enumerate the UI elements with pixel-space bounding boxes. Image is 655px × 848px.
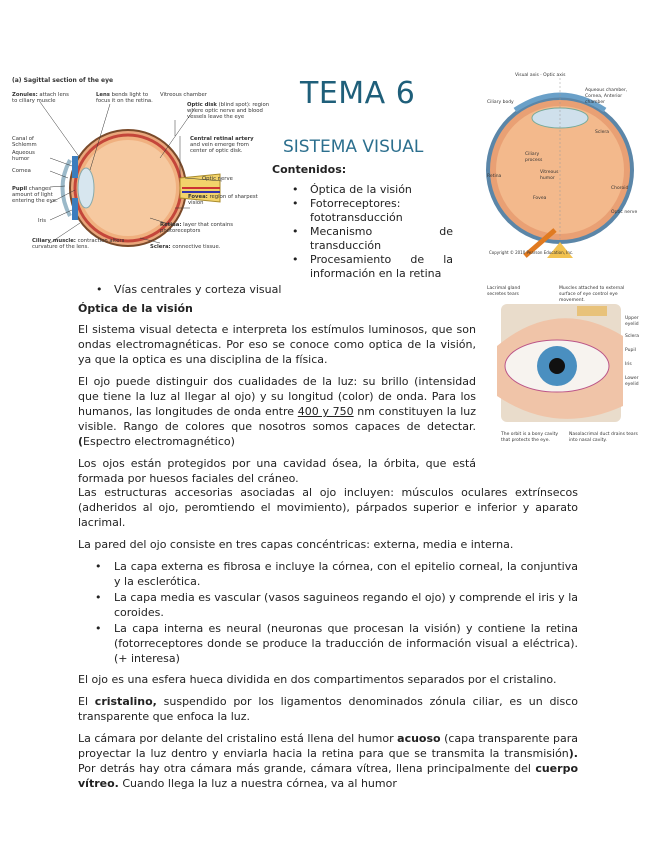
- section-heading: Óptica de la visión: [78, 302, 193, 315]
- list-item: • La capa interna es neural (neuronas que procesan la visión) y contiene la retina (fotorreceptores donde se produce la traducción de información visual a eléctrica). (+ interesa): [76, 621, 578, 666]
- paragraph: El ojo puede distinguir dos cualidades de la luz: su brillo (intensidad que tiene la luz al llegar al ojo) y su longitud (color) de onda. Para los humanos, las longitudes de onda entre 400 y 750 nm constituyen la luz visible. Rango de colores que nosotros somos capaces de detectar. (Espectro electromagnético): [78, 375, 476, 448]
- paragraph: Las estructuras accesorias asociadas al ojo incluyen: músculos oculares extrínsecos (adheridos al ojo, peromtiendo el movimiento), párpados superior e inferior y aparato lacrimal.: [78, 486, 578, 529]
- toc-item: • Vías centrales y corteza visual: [92, 283, 312, 297]
- external-eye-figure: Lacrimal gland secretes tears Muscles attached to external surface of eye control eye movement. Upper eyelid Sclera Pupil Iris Lower eyelid The orbit is a bony cavity that protects the eye. Nasolacrimal duct drains tears into nasal cavity.: [487, 286, 642, 451]
- external-eye-diagram: [487, 286, 642, 451]
- body-section-top: [78, 301, 476, 493]
- body-section-bottom: [78, 485, 578, 798]
- toc-list: [288, 183, 453, 281]
- contents-label: Contenidos:: [272, 163, 347, 176]
- toc-item: • Procesamiento de la información en la retina: [288, 253, 453, 281]
- page-title: TEMA 6: [300, 76, 416, 111]
- paragraph: La pared del ojo consiste en tres capas concéntricas: externa, media e interna.: [78, 538, 514, 551]
- paragraph: Los ojos están protegidos por una cavidad ósea, la órbita, que está formada por huesos faciales del cráneo.: [78, 457, 476, 485]
- toc-item: • Fotorreceptores: fototransducción: [288, 197, 453, 225]
- paragraph: El sistema visual detecta e interpreta los estímulos luminosos, que son ondas electromagnéticas. Por eso se conoce como optica de la visión, ya que la optica es una disciplina de la física.: [78, 323, 476, 366]
- toc-item: • Mecanismo de transducción: [288, 225, 453, 253]
- sagittal-eye-figure: (a) Sagittal section of the eye Zonules: attach lens to ciliary muscle Lens bends light to focus it on the retina. Vitreous chamber Optic disk (blind spot): region where optic nerve and blood vessels leave the eye Canal of Schlemm Aqueous humor Cornea Central retinal artery and vein emerge from center of optic disk. Optic nerve Pupil changes amount of light entering the eye. Iris Fovea: region of sharpest vision Retina: layer that contains photoreceptors Ciliary muscle: contraction alters curvature of the lens. Sclera: connective tissue.: [10, 78, 272, 256]
- toc-item: • Óptica de la visión: [288, 183, 453, 197]
- list-item: • La capa media es vascular (vasos saguineos regando el ojo) y comprende el iris y la coroides.: [76, 590, 578, 620]
- toc-list-continued: [92, 283, 312, 297]
- paragraph: El ojo es una esfera hueca dividida en dos compartimentos separados por el cristalino.: [78, 673, 557, 686]
- paragraph: La cámara por delante del cristalino está llena del humor acuoso (capa transparente para proyectar la luz dentro y enviarla hacia la retina para que se transmita la transmisión). Por detrás hay otra cámara más grande, cámara vítrea, llena principalmente del cuerpo vítreo. Cuando llega la luz a nuestra córnea, va al humor: [78, 732, 578, 790]
- paragraph: El cristalino, suspendido por los ligamentos denominados zónula ciliar, es un disco transparente que enfoca la luz.: [78, 695, 578, 723]
- eye-cross-section-figure: Visual axis · Optic axis Ciliary body Aqueous chamber, Cornea, Anterior chamber Sclera Ciliary process Vitreous humor Retina Choroid Fovea Optic nerve Copyright © 2010 Pearson Education, Inc.: [485, 70, 640, 258]
- list-item: • La capa externa es fibrosa e incluye la córnea, con el epitelio corneal, la conjuntiva y la esclerótica.: [76, 559, 578, 589]
- layers-list: [76, 559, 578, 666]
- page-subtitle: SISTEMA VISUAL: [283, 137, 424, 157]
